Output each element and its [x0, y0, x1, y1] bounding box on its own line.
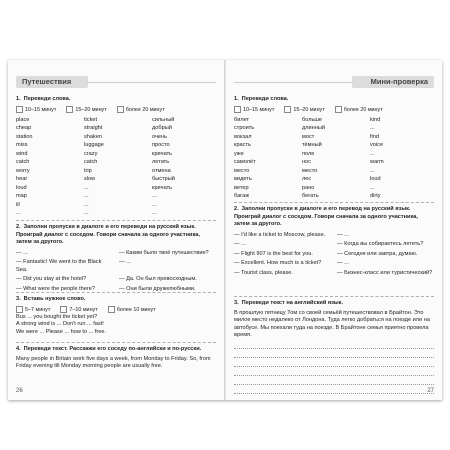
vocab-word: catch: [84, 159, 98, 166]
right-page-number: 27: [427, 388, 434, 394]
left-ex3-number: 3.: [16, 296, 21, 302]
vocab-word: место: [302, 167, 318, 174]
vocab-word: crazy: [84, 150, 98, 157]
vocab-word: wind: [16, 150, 28, 157]
vocab-word: лес: [302, 176, 312, 183]
vocab-word: вокзал: [234, 133, 252, 140]
dialog-response: — Да. Он был превосходным.: [119, 276, 197, 282]
vocab-word: worry: [16, 167, 30, 174]
vocab-word: строить: [234, 125, 255, 132]
left-ex3-timer-2[interactable]: 7–10 минут: [60, 306, 97, 314]
right-ex3-number: 3.: [234, 300, 239, 306]
dialog-line: — ...: [16, 249, 28, 256]
vocab-word: miss: [16, 142, 28, 149]
left-exercise-4: [16, 346, 216, 371]
right-ex1-word-grid: [234, 117, 434, 201]
right-ex1-number: 1.: [234, 96, 239, 102]
checkbox-icon: [108, 306, 115, 313]
right-ex1-timer-1[interactable]: 10–15 минут: [234, 106, 274, 114]
vocab-word: voice: [370, 142, 384, 149]
vocab-word: отмена: [152, 167, 171, 174]
left-ex2-title: Заполни пропуски в диалоге и его переведи на русский язык. Проиграй диалог с соседом. Говори сначала за одного участника, затем за другого.: [16, 224, 200, 245]
left-ex3-timer-3[interactable]: более 10 минут: [108, 306, 156, 314]
vocab-word: ...: [370, 125, 375, 132]
vocab-word: быстрый: [152, 176, 175, 183]
dialog-response: — Сегодня или завтра, думаю.: [337, 250, 418, 257]
vocab-word: ...: [152, 193, 157, 200]
vocab-word: добрый: [152, 125, 172, 132]
left-ex1-timer-1[interactable]: 10–15 минут: [16, 106, 56, 114]
vocab-word: ...: [370, 167, 375, 174]
right-tab-rule: [234, 82, 354, 83]
left-page-number: 26: [16, 388, 23, 394]
right-exercise-1: [234, 96, 434, 201]
vocab-word: ...: [152, 201, 157, 208]
answer-line[interactable]: [234, 377, 434, 385]
checkbox-icon: [234, 106, 241, 113]
vocab-word: багаж: [234, 193, 249, 200]
dialog-response: — Они были дружелюбными.: [119, 285, 196, 292]
vocab-word: station: [16, 133, 33, 140]
right-section-title: Мини-проверка: [352, 76, 434, 88]
vocab-word: сильный: [152, 116, 175, 123]
right-exercise-2: [234, 206, 434, 277]
left-ex1-timer: [16, 106, 216, 114]
right-exercise-3: [234, 300, 434, 395]
vocab-word: ...: [84, 193, 89, 200]
right-ex3-text: В прошлую пятницу Том со своей семьёй путешествовал в Брайтон. Это милое место недалеко от Лондона. Туда легко добраться на поезде или на автобусе. Мы поехали туда на поезде. В Брайтоне семья приятно провела время.: [234, 309, 430, 338]
right-ex1-timer-2[interactable]: 15–20 минут: [284, 106, 324, 114]
vocab-word: ...: [152, 210, 157, 217]
dialog-line: — Fantastic! We went to the Black Sea.: [16, 259, 102, 273]
vocab-word: warm: [370, 159, 384, 166]
left-separator-3: [16, 342, 216, 343]
dialog-line: — Flight 907 is the best for you.: [234, 250, 313, 257]
fill-line: Bus ... you bought the ticket yet?: [16, 313, 98, 320]
dialog-response: — ...: [119, 259, 131, 265]
vocab-word: ...: [370, 150, 375, 157]
vocab-word: просто: [152, 142, 170, 149]
left-exercise-2: [16, 224, 216, 293]
left-ex4-text: Many people in Britain work five days a week, from Monday to Friday. So, from Friday evening till Monday morning people are usually free.: [16, 355, 211, 369]
right-separator-2: [234, 296, 434, 297]
left-ex1-timer-3[interactable]: более 20 минут: [117, 106, 165, 114]
dialog-line: — Excellent. How much is a ticket?: [234, 260, 322, 266]
right-ex1-timer: [234, 106, 434, 114]
vocab-word: place: [16, 116, 30, 123]
left-ex3-title: Вставь нужное слово.: [23, 296, 86, 302]
left-separator-2: [16, 292, 216, 293]
right-page: [226, 60, 442, 400]
left-ex1-title: Переведи слова.: [23, 96, 71, 102]
checkbox-icon: [16, 106, 23, 113]
vocab-word: кричать: [152, 150, 173, 157]
vocab-word: поле: [302, 150, 315, 157]
checkbox-icon: [66, 106, 73, 113]
vocab-word: ticket: [84, 116, 98, 123]
left-ex4-title: Переведи текст. Расскажи его соседу по-английски и по-русски.: [23, 346, 202, 352]
vocab-word: catch: [16, 159, 30, 166]
vocab-word: cheap: [16, 125, 32, 132]
vocab-word: бегать: [302, 193, 319, 200]
vocab-word: ...: [84, 201, 89, 208]
vocab-word: больше: [302, 116, 322, 123]
left-ex2-number: 2.: [16, 224, 21, 230]
checkbox-icon: [117, 106, 124, 113]
left-separator-1: [16, 220, 216, 221]
vocab-word: красть: [234, 142, 251, 149]
dialog-line: — ...: [234, 241, 246, 247]
left-ex3-timer: [16, 306, 216, 314]
right-ex2-title: Заполни пропуски в диалоге и его перевод на русский язык. Проиграй диалог с соседом. Говори сначала за одного участника, затем за другого.: [234, 206, 418, 227]
vocab-word: ...: [84, 210, 89, 217]
checkbox-icon: [284, 106, 291, 113]
left-tab-rule: [86, 82, 216, 83]
right-ex2-dialog: [234, 232, 434, 278]
left-ex3-timer-1[interactable]: 5–7 минут: [16, 306, 50, 314]
right-ex2-number: 2.: [234, 206, 239, 212]
dialog-line: — What were the people there?: [16, 285, 95, 292]
answer-line[interactable]: [234, 359, 434, 367]
vocab-word: самолёт: [234, 159, 256, 166]
vocab-word: летать: [152, 159, 170, 166]
answer-line[interactable]: [234, 368, 434, 376]
left-section-title: Путешествия: [16, 76, 88, 88]
left-ex1-word-grid: [16, 117, 216, 218]
dialog-line: — I'd like a ticket to Moscow, please.: [234, 231, 326, 238]
vocab-word: длинный: [302, 125, 325, 132]
right-ex1-timer-3[interactable]: более 20 минут: [335, 106, 383, 114]
dialog-response: — Каким было твоё путешествие?: [119, 249, 209, 256]
vocab-word: shaken: [84, 133, 103, 140]
vocab-word: loud: [370, 176, 381, 183]
answer-line[interactable]: [234, 341, 434, 349]
vocab-word: loud: [16, 184, 27, 191]
vocab-word: видеть: [234, 176, 252, 183]
dialog-response: — Когда вы собираетесь лететь?: [337, 241, 424, 247]
vocab-word: kind: [370, 116, 381, 123]
checkbox-icon: [16, 306, 23, 313]
vocab-word: ill: [16, 201, 20, 208]
checkbox-icon: [60, 306, 67, 313]
vocab-word: очень: [152, 133, 168, 140]
vocab-word: map: [16, 193, 27, 200]
fill-line: A strong wind is ... Don't run ... fast!: [16, 321, 104, 328]
vocab-word: trip: [84, 167, 92, 174]
vocab-word: ветер: [234, 184, 249, 191]
right-ex1-title: Переведи слова.: [241, 96, 289, 102]
vocab-word: luggage: [84, 142, 104, 149]
right-ex3-title: Переведи текст на английский язык.: [241, 300, 344, 306]
dialog-line: — Tourist class, please.: [234, 269, 293, 276]
left-ex1-timer-2[interactable]: 15–20 минут: [66, 106, 106, 114]
vocab-word: кричать: [152, 184, 173, 191]
vocab-word: нос: [302, 159, 311, 166]
dialog-response: — Бизнес-класс или туристический?: [337, 269, 433, 276]
fill-line: We were ... Please ... how to ... free.: [16, 328, 107, 335]
left-ex2-dialog: [16, 250, 216, 294]
vocab-word: dirty: [370, 193, 381, 200]
vocab-word: место: [234, 167, 250, 174]
answer-line[interactable]: [234, 350, 434, 358]
left-ex1-number: 1.: [16, 96, 21, 102]
vocab-word: ...: [84, 184, 89, 191]
vocab-word: рано: [302, 184, 315, 191]
answer-line[interactable]: [234, 386, 434, 394]
vocab-word: уже: [234, 150, 244, 157]
vocab-word: straight: [84, 125, 103, 132]
dialog-line: — Did you stay at the hotel?: [16, 276, 87, 282]
dialog-response: — ...: [337, 260, 349, 266]
left-page: [8, 60, 224, 400]
dialog-response: — ...: [337, 231, 349, 238]
vocab-word: hear: [16, 176, 28, 183]
vocab-word: slow: [84, 176, 96, 183]
left-exercise-1: [16, 96, 216, 218]
vocab-word: тёмный: [302, 142, 322, 149]
open-workbook: [8, 60, 442, 400]
right-separator-1: [234, 202, 434, 203]
checkbox-icon: [335, 106, 342, 113]
vocab-word: билет: [234, 116, 250, 123]
vocab-word: ...: [370, 184, 375, 191]
left-ex4-number: 4.: [16, 346, 21, 352]
vocab-word: ...: [16, 210, 21, 217]
vocab-word: find: [370, 133, 380, 140]
vocab-word: мост: [302, 133, 315, 140]
left-exercise-3: [16, 296, 216, 336]
